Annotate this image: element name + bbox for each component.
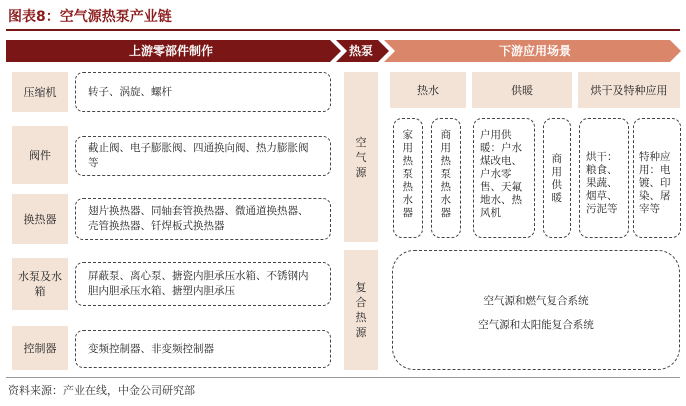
category-valves: 阀件 [12,126,68,184]
heatpump-type-air-source-label: 空气源 [355,135,367,179]
upstream-banner-label: 上游零部件制作 [128,44,213,58]
title-underline [6,29,680,31]
composite-systems-box [392,250,680,370]
category-compressor: 压缩机 [12,72,68,112]
source-note: 资料来源：产业在线，中金公司研究部 [8,384,195,397]
heatpump-type-composite [344,250,378,370]
items-compressor: 转子、涡旋、螺杆 [75,72,331,112]
composite-system-gas: 空气源和燃气复合系统 [483,295,589,307]
box-household-heating: 户用供暖：户水煤改电、户水零售、天氟地水、热风机 [473,118,535,238]
heatpump-type-air-source [344,72,378,242]
downstream-header-hot-water: 热水 [390,72,466,108]
downstream-banner-label: 下游应用场景 [498,44,571,58]
items-heat-exchanger: 翅片换热器、同轴套管换热器、微通道换热器、壳管换热器、钎焊板式换热器 [75,198,331,240]
box-commercial-heating: 商用供暖 [543,118,571,238]
box-commercial-water-heater: 商用热泵热水器 [431,118,461,238]
box-household-water-heater: 家用热泵热水器 [393,118,423,238]
heatpump-type-composite-label: 复合热源 [355,281,367,339]
category-pump-tank: 水泵及水箱 [12,258,68,310]
items-valves: 截止阀、电子膨胀阀、四通换向阀、热力膨胀阀等 [75,136,331,176]
category-controller: 控制器 [12,326,68,370]
downstream-header-drying-special: 烘干及特种应用 [578,72,680,108]
footer-divider [6,377,680,378]
heatpump-banner-label: 热泵 [348,44,373,58]
box-drying: 烘干：粮食、果蔬、烟草、污泥等 [579,118,629,238]
items-controller: 变频控制器、非变频控制器 [75,330,331,368]
downstream-header-heating: 供暖 [472,72,572,108]
category-heat-exchanger: 换热器 [12,194,68,244]
composite-system-solar: 空气源和太阳能复合系统 [478,319,594,331]
items-pump-tank: 屏蔽泵、离心泵、搪瓷内胆承压水箱、不锈钢内胆内胆承压水箱、搪塑内胆承压 [75,262,331,306]
box-special-applications: 特种应用：电镀、印染、屠宰等 [633,118,681,238]
figure-title: 图表8：空气源热泵产业链 [8,9,172,25]
